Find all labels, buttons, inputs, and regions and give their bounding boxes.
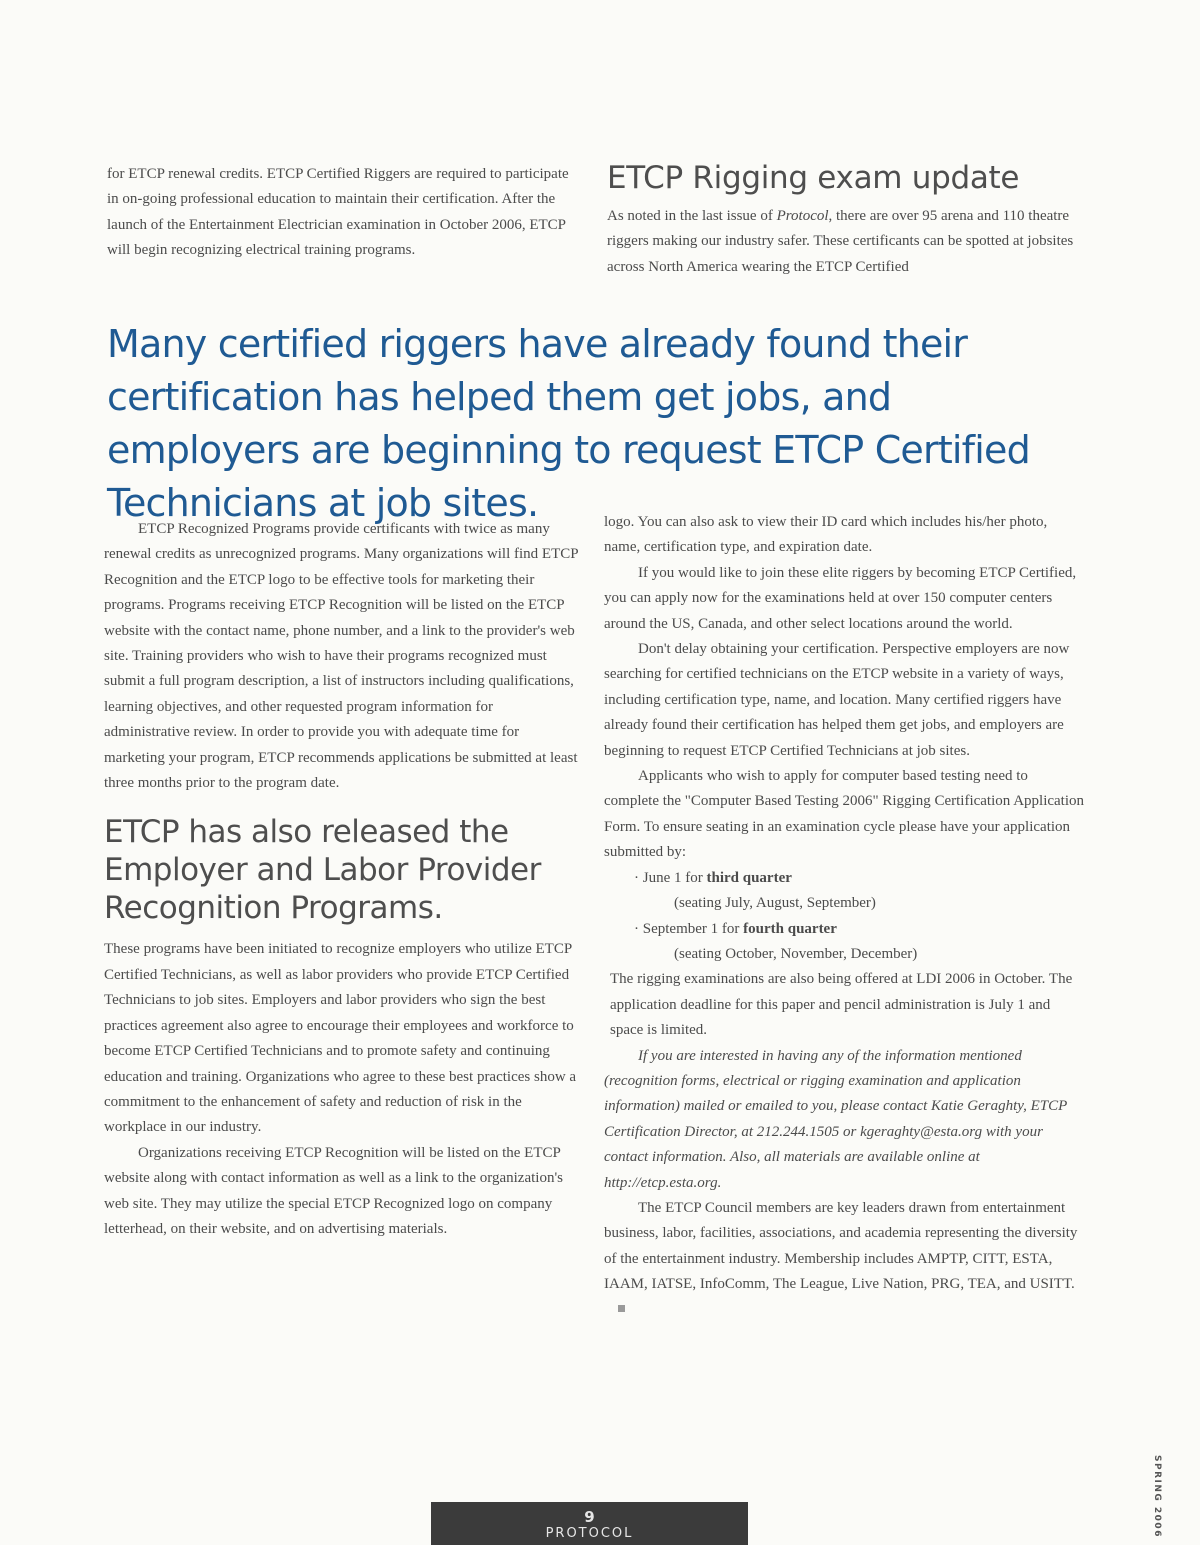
- ldi-paragraph: The rigging examinations are also being offered at LDI 2006 in October. The application deadline for this paper and pencil administration is July 1 and space is limited.: [610, 971, 1073, 1039]
- top-right-column: [607, 158, 1085, 280]
- rigging-exam-heading: ETCP Rigging exam update: [607, 160, 1020, 196]
- continued-paragraph: for ETCP renewal credits. ETCP Certified Riggers are required to participate in on-going professional education to maintain their certification. After the launch of the Entertainment Electrician examination in October 2006, ETCP will begin recognizing electrical training programs.: [107, 166, 569, 259]
- left-column: [104, 517, 579, 1242]
- organizations-paragraph: Organizations receiving ETCP Recognition will be listed on the ETCP website along with contact information as well as a link to the organization's web site. They may utilize the special ETCP Recognized logo on company letterhead, on their website, and on advertising materials.: [104, 1144, 563, 1237]
- end-mark-icon: [618, 1305, 625, 1312]
- publication-name: Protocol: [776, 208, 829, 224]
- top-left-column: [107, 162, 569, 264]
- council-text: The ETCP Council members are key leaders drawn from entertainment business, labor, facilities, associations, and academia representing the diversity of the entertainment industry. Membership includes AMPTP, CITT, ESTA, IAAM, IATSE, InfoComm, The League, Live Nation, PRG, TEA, and USITT.: [604, 1199, 1078, 1293]
- right-column: [604, 510, 1084, 1323]
- footer-tab: [431, 1502, 748, 1545]
- application-paragraph: Applicants who wish to apply for computer based testing need to complete the "Computer Based Testing 2006" Rigging Certification Application Form. To ensure seating in an examination cycle please have your application submitted by:: [604, 768, 1085, 861]
- deadline-quarter: fourth quarter: [743, 920, 837, 937]
- magazine-name: PROTOCOL: [545, 1526, 634, 1541]
- deadline-quarter: third quarter: [706, 869, 792, 886]
- deadline-seating: (seating October, November, December): [674, 945, 918, 962]
- id-card-paragraph: logo. You can also ask to view their ID card which includes his/her photo, name, certification type, and expiration date.: [604, 514, 1048, 556]
- council-paragraph: [604, 1196, 1084, 1323]
- apply-paragraph: If you would like to join these elite riggers by becoming ETCP Certified, you can apply now for the examinations held at over 150 computer centers around the US, Canada, and other select locations around the world.: [604, 564, 1077, 632]
- deadline-item: [604, 917, 1084, 942]
- rigging-text-after: , there are over 95 arena and 110 theatre riggers making our industry safer. These certificants can be spotted at jobsites across North America wearing the ETCP Certified: [607, 208, 1074, 275]
- employer-recognition-heading: ETCP has also released the Employer and Labor Provider Recognition Programs.: [104, 814, 541, 927]
- rigging-text-before: As noted in the last issue of: [607, 208, 777, 224]
- recognized-programs-paragraph: ETCP Recognized Programs provide certificants with twice as many renewal credits as unrecognized programs. Many organizations will find ETCP Recognition and the ETCP logo to be effective tools for marketing their programs. Programs receiving ETCP Recognition will be listed on the ETCP website with the contact name, phone number, and a link to the provider's web site. Training providers who wish to have their programs recognized must submit a full program description, a list of instructors including qualifications, learning objectives, and other requested program information for administrative review. In order to provide you with adequate time for marketing your program, ETCP recommends applications be submitted at least three months prior to the program date.: [104, 521, 579, 792]
- page-number: 9: [584, 1508, 595, 1526]
- employers-paragraph: Don't delay obtaining your certification. Perspective employers are now searching for certified technicians on the ETCP website in a variety of ways, including certification type, name, and location. Many certified riggers have already found their certification has helped them get jobs, and employers are beginning to request ETCP Certified Technicians at job sites.: [604, 641, 1070, 759]
- deadline-seating: (seating July, August, September): [674, 895, 876, 912]
- deadline-item: [604, 866, 1084, 891]
- rigging-exam-paragraph: [607, 204, 1085, 280]
- pull-quote: Many certified riggers have already found their certification has helped them get jobs, and employers are beginning to request ETCP Certified Technicians at job sites.: [107, 322, 1030, 525]
- contact-paragraph: If you are interested in having any of the information mentioned (recognition forms, electrical or rigging examination and application information) mailed or emailed to you, please contact Katie Geraghty, ETCP Certification Director, at 212.244.1505 or kgeraghty@esta.org with your contact information. Also, all materials are available online at http://etcp.esta.org.: [604, 1047, 1068, 1191]
- issue-label: SPRING 2006: [1152, 1455, 1162, 1538]
- employer-programs-paragraph: These programs have been initiated to recognize employers who utilize ETCP Certified Technicians, as well as labor providers who provide ETCP Certified Technicians to job sites. Employers and labor providers who sign the best practices agreement also agree to encourage their employees and workforce to become ETCP Certified Technicians and to promote safety and continuing education and training. Organizations who agree to these best practices show a commitment to the enhancement of safety and reduction of risk in the workplace in our industry.: [104, 941, 577, 1136]
- deadline-date: · September 1 for: [634, 920, 744, 937]
- deadline-date: · June 1 for: [634, 869, 707, 886]
